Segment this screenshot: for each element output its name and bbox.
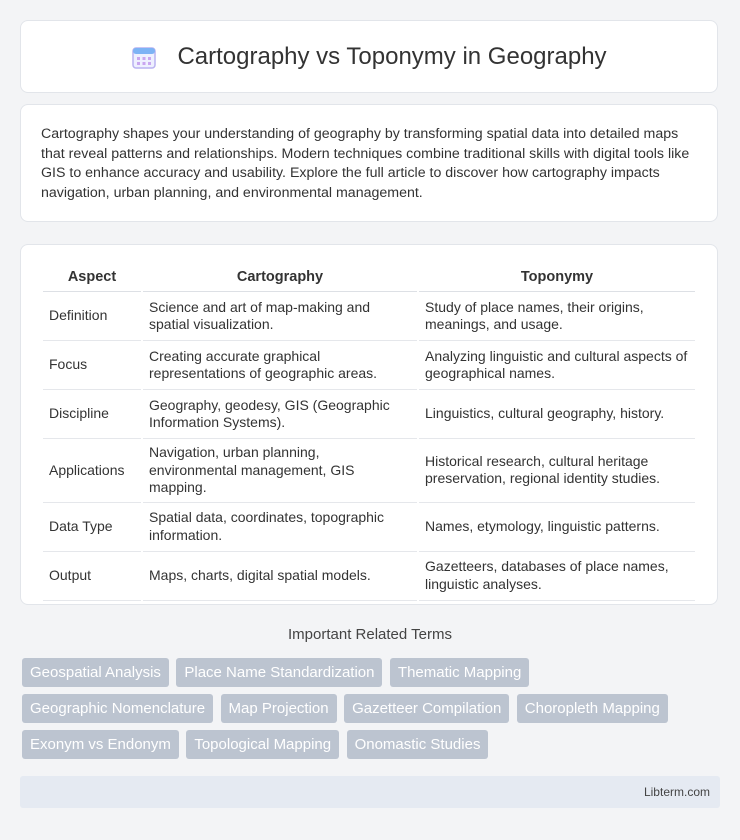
aspect-cell: Discipline (43, 390, 141, 439)
footer (20, 776, 720, 808)
term-tag-exonym-vs-endonym[interactable]: Exonym vs Endonym (22, 730, 179, 759)
aspect-cell: Data Type (43, 503, 141, 552)
intro-text: Cartography shapes your understanding of geography by transforming spatial data into detailed maps that reveal patterns and relationships. Modern techniques combine traditional skills with digital tools like GIS to enhance accuracy and usability. Explore the full article to discover how cartography impacts navigation, urban planning, and environmental management. (41, 126, 690, 201)
related-terms-heading: Important Related Terms (288, 626, 452, 643)
related-terms-list (22, 658, 722, 766)
cartography-cell: Geography, geodesy, GIS (Geographic Information Systems). (143, 390, 417, 439)
toponymy-cell: Analyzing linguistic and cultural aspects of geographical names. (419, 341, 695, 390)
table-row (43, 341, 695, 390)
aspect-cell: Definition (43, 292, 141, 341)
page-title: Cartography vs Toponymy in Geography (177, 42, 607, 70)
term-tag-thematic-mapping[interactable]: Thematic Mapping (390, 658, 529, 687)
aspect-cell: Output (43, 552, 141, 601)
toponymy-cell: Linguistics, cultural geography, history. (419, 390, 695, 439)
table-row (43, 439, 695, 503)
table-row (43, 390, 695, 439)
term-tag-choropleth-mapping[interactable]: Choropleth Mapping (517, 694, 668, 723)
column-header: Cartography (143, 263, 417, 292)
toponymy-cell: Study of place names, their origins, meanings, and usage. (419, 292, 695, 341)
comparison-card (20, 244, 718, 605)
cartography-cell: Navigation, urban planning, environmental management, GIS mapping. (143, 439, 417, 503)
column-header: Aspect (43, 263, 141, 292)
term-tag-onomastic-studies[interactable]: Onomastic Studies (347, 730, 489, 759)
table-row (43, 292, 695, 341)
term-tag-place-name-standardization[interactable]: Place Name Standardization (176, 658, 382, 687)
column-header: Toponymy (419, 263, 695, 292)
term-tag-topological-mapping[interactable]: Topological Mapping (186, 730, 339, 759)
term-tag-map-projection[interactable]: Map Projection (221, 694, 337, 723)
table-header-row (43, 263, 695, 292)
footer-site-link[interactable]: Libterm.com (643, 785, 710, 799)
aspect-cell: Applications (43, 439, 141, 503)
term-tag-geographic-nomenclature[interactable]: Geographic Nomenclature (22, 694, 213, 723)
table-row (43, 503, 695, 552)
cartography-cell: Science and art of map-making and spatial visualization. (143, 292, 417, 341)
toponymy-cell: Names, etymology, linguistic patterns. (419, 503, 695, 552)
title-card (20, 20, 718, 93)
table-row (43, 552, 695, 601)
intro-card (20, 104, 718, 222)
aspect-cell: Focus (43, 341, 141, 390)
cartography-cell: Spatial data, coordinates, topographic information. (143, 503, 417, 552)
toponymy-cell: Gazetteers, databases of place names, linguistic analyses. (419, 552, 695, 601)
cartography-cell: Creating accurate graphical representations of geographic areas. (143, 341, 417, 390)
calendar-icon (131, 44, 157, 70)
cartography-cell: Maps, charts, digital spatial models. (143, 552, 417, 601)
comparison-table (41, 263, 697, 601)
term-tag-geospatial-analysis[interactable]: Geospatial Analysis (22, 658, 169, 687)
toponymy-cell: Historical research, cultural heritage preservation, regional identity studies. (419, 439, 695, 503)
term-tag-gazetteer-compilation[interactable]: Gazetteer Compilation (344, 694, 509, 723)
